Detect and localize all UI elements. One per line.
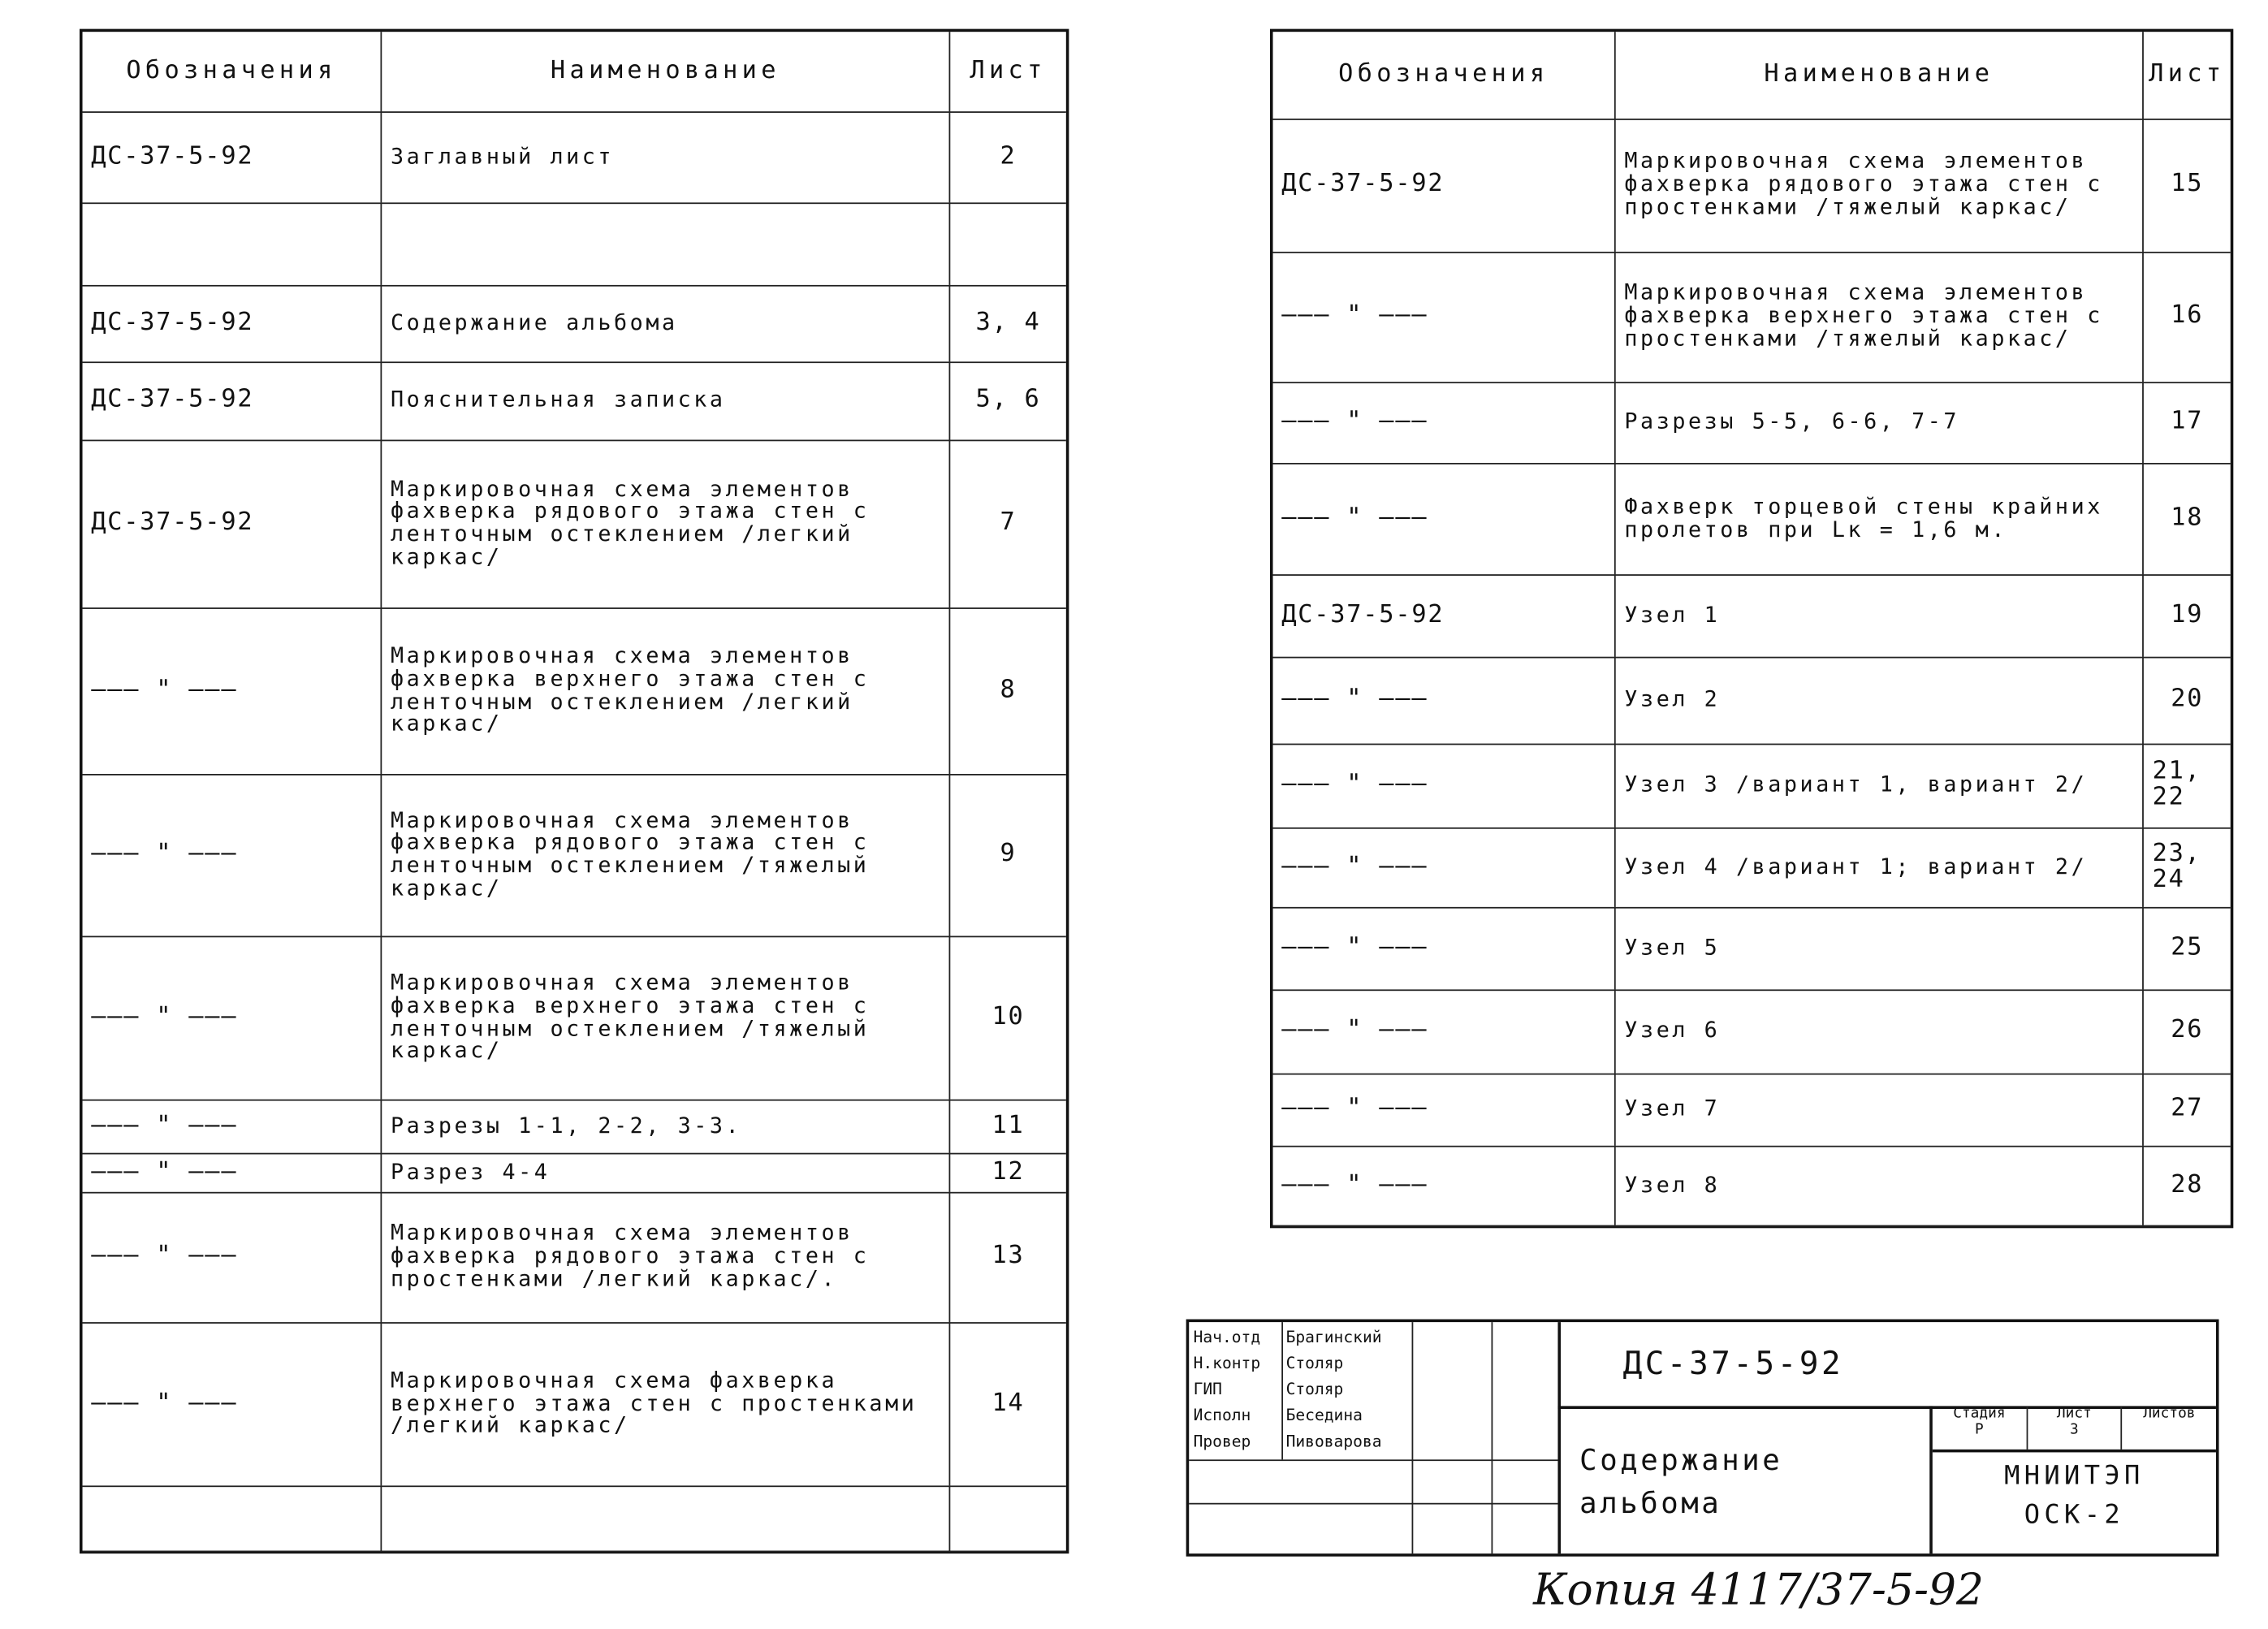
sheet-cell: 8 bbox=[1000, 675, 1017, 704]
table-row bbox=[83, 774, 1066, 937]
contents-table-left bbox=[80, 29, 1069, 1553]
name-cell: Разрезы 5-5, 6-6, 7-7 bbox=[1616, 382, 2144, 463]
sheet-label: Лист bbox=[2056, 1406, 2092, 1423]
person: Столяр bbox=[1285, 1380, 1344, 1399]
organization: МНИИТЭП bbox=[2004, 1461, 2145, 1492]
sheet-cell: 23, 24 bbox=[2152, 838, 2201, 893]
sheet-cell: 18 bbox=[2171, 503, 2204, 532]
sheet-cell: 12 bbox=[991, 1156, 1025, 1186]
handwritten-note: Копия 4117/37-5-92 bbox=[1533, 1565, 1985, 1616]
name-cell: Узел 8 bbox=[1616, 1146, 2144, 1225]
name-cell: Разрез 4-4 bbox=[382, 1153, 950, 1192]
name-cell: Маркировочная схема фахверка верхнего этажа стен с простенками /легкий каркас/ bbox=[382, 1322, 950, 1485]
header-sheet-cell: Лист bbox=[970, 55, 1047, 85]
table-row bbox=[83, 607, 1066, 776]
person: Столяр bbox=[1285, 1354, 1344, 1373]
signatures-column bbox=[1412, 1322, 1493, 1553]
table-row bbox=[1273, 463, 2231, 576]
designation-cell: ——— " ——— bbox=[83, 1100, 382, 1153]
designation-cell: ——— " ——— bbox=[1273, 657, 1616, 744]
table-row bbox=[1273, 1074, 2231, 1147]
designation-cell: ——— " ——— bbox=[1273, 1074, 1616, 1146]
name-cell: Узел 4 /вариант 1; вариант 2/ bbox=[1616, 827, 2144, 907]
table-row bbox=[1273, 382, 2231, 465]
name-cell: Маркировочная схема элементов фахверка верхнего этажа стен с ленточным остеклением /тяжелый каркас/ bbox=[382, 936, 950, 1100]
table-row bbox=[1273, 744, 2231, 829]
name-cell: Маркировочная схема элементов фахверка верхнего этажа стен с ленточным остеклением /легкий каркас/ bbox=[382, 607, 950, 774]
designation-cell: ДС-37-5-92 bbox=[83, 440, 382, 608]
title-block bbox=[1186, 1320, 2219, 1557]
table-row bbox=[1273, 989, 2231, 1074]
table-row bbox=[83, 1153, 1066, 1194]
table-row bbox=[1273, 574, 2231, 658]
table-row bbox=[1273, 119, 2231, 253]
sheet-cell: 14 bbox=[991, 1388, 1025, 1417]
designation-cell: ——— " ——— bbox=[1273, 989, 1616, 1073]
designation-cell: ——— " ——— bbox=[1273, 744, 1616, 827]
designation-cell bbox=[83, 202, 382, 285]
sheet-cell: 17 bbox=[2171, 406, 2204, 436]
table-row bbox=[1273, 827, 2231, 909]
header-designation-cell: Обозначения bbox=[1273, 32, 1616, 119]
designation-cell: ДС-37-5-92 bbox=[83, 361, 382, 439]
table-row bbox=[83, 285, 1066, 363]
name-cell: Маркировочная схема элементов фахверка рядового этажа стен с ленточным остеклением /тяжелый каркас/ bbox=[382, 774, 950, 936]
header-row bbox=[83, 32, 1066, 113]
sheet-cell: 11 bbox=[991, 1110, 1025, 1139]
table-row bbox=[83, 936, 1066, 1101]
sheet-cell: 13 bbox=[991, 1241, 1025, 1271]
name-cell: Маркировочная схема элементов фахверка верхнего этажа стен с простенками /тяжелый каркас/ bbox=[1616, 252, 2144, 382]
designation-cell: ——— " ——— bbox=[83, 607, 382, 774]
name-cell bbox=[382, 1485, 950, 1550]
sheet-cell: 20 bbox=[2171, 684, 2204, 714]
sheet-value: 3 bbox=[2070, 1422, 2079, 1438]
sheet-cell: 16 bbox=[2171, 300, 2204, 331]
person: Брагинский bbox=[1285, 1328, 1382, 1347]
name-cell: Маркировочная схема элементов фахверка рядового этажа стен с простенками /тяжелый каркас/ bbox=[1616, 119, 2144, 252]
name-cell: Разрезы 1-1, 2-2, 3-3. bbox=[382, 1100, 950, 1153]
roles-column bbox=[1189, 1322, 1283, 1459]
role: Нач.отд bbox=[1193, 1328, 1261, 1347]
table-row bbox=[1273, 1146, 2231, 1227]
name-cell: Узел 1 bbox=[1616, 574, 2144, 657]
designation-cell: ——— " ——— bbox=[1273, 1146, 1616, 1225]
designation-cell: ДС-37-5-92 bbox=[83, 111, 382, 202]
header-name-cell: Наименование bbox=[382, 32, 950, 111]
sheet-cell: 2 bbox=[1000, 140, 1017, 171]
sheet-cell: 9 bbox=[1000, 839, 1017, 868]
designation-cell: ДС-37-5-92 bbox=[83, 285, 382, 361]
designation-cell: ДС-37-5-92 bbox=[1273, 574, 1616, 657]
role: Провер bbox=[1193, 1432, 1251, 1451]
designation-cell: ——— " ——— bbox=[1273, 463, 1616, 574]
sheet-cell: 15 bbox=[2171, 169, 2204, 199]
designation-cell: ——— " ——— bbox=[1273, 252, 1616, 382]
designation-cell: ——— " ——— bbox=[83, 774, 382, 936]
designation-cell: ——— " ——— bbox=[83, 1192, 382, 1322]
name-cell: Узел 5 bbox=[1616, 907, 2144, 990]
department: ОСК-2 bbox=[2024, 1500, 2125, 1531]
role: Н.контр bbox=[1193, 1354, 1261, 1373]
role: Исполн bbox=[1193, 1406, 1251, 1425]
designation-cell: ——— " ——— bbox=[1273, 827, 1616, 907]
designation-cell: ДС-37-5-92 bbox=[1273, 119, 1616, 252]
document-code: ДС-37-5-92 bbox=[1557, 1322, 2215, 1409]
name-cell: Заглавный лист bbox=[382, 111, 950, 202]
person: Беседина bbox=[1285, 1406, 1363, 1425]
table-row bbox=[83, 202, 1066, 286]
sheet-cell: 10 bbox=[991, 1001, 1025, 1031]
name-cell bbox=[382, 202, 950, 285]
sheet-cell: 19 bbox=[2171, 599, 2204, 629]
header-sheet-cell: Лист bbox=[2149, 59, 2226, 89]
name-cell: Узел 7 bbox=[1616, 1074, 2144, 1146]
name-cell: Маркировочная схема элементов фахверка рядового этажа стен с ленточным остеклением /легкий каркас/ bbox=[382, 440, 950, 608]
sheet-cell: 27 bbox=[2171, 1093, 2204, 1123]
name-cell: Пояснительная записка bbox=[382, 361, 950, 439]
name-cell: Содержание альбома bbox=[382, 285, 950, 361]
table-row bbox=[83, 1100, 1066, 1155]
table-row bbox=[83, 1192, 1066, 1324]
people bbox=[1286, 1325, 1382, 1455]
sheet-cell: 7 bbox=[1000, 508, 1017, 538]
header-designation-cell: Обозначения bbox=[83, 32, 382, 111]
sheet-cell: 28 bbox=[2171, 1169, 2204, 1199]
stage-label: Стадия bbox=[1953, 1406, 2006, 1423]
designation-cell bbox=[83, 1485, 382, 1550]
table-row bbox=[1273, 252, 2231, 383]
table-row bbox=[1273, 657, 2231, 745]
sheet-cell bbox=[950, 202, 1066, 285]
name-cell: Узел 6 bbox=[1616, 989, 2144, 1073]
table-row bbox=[83, 1485, 1066, 1552]
table-row bbox=[83, 1322, 1066, 1487]
designation-cell: ——— " ——— bbox=[1273, 907, 1616, 990]
person: Пивоварова bbox=[1285, 1432, 1382, 1451]
sheet-cell bbox=[950, 1485, 1066, 1550]
table-row bbox=[1273, 907, 2231, 991]
header-row bbox=[1273, 32, 2231, 120]
sheets-label: Листов bbox=[2143, 1406, 2196, 1423]
sheet-cell: 26 bbox=[2171, 1015, 2204, 1045]
table-row bbox=[83, 440, 1066, 609]
name-cell: Маркировочная схема элементов фахверка рядового этажа стен с простенками /легкий каркас/. bbox=[382, 1192, 950, 1322]
sheet-cell: 5, 6 bbox=[975, 384, 1041, 414]
people-column bbox=[1281, 1322, 1413, 1553]
name-cell: Узел 3 /вариант 1, вариант 2/ bbox=[1616, 744, 2144, 827]
stage-value: Р bbox=[1975, 1422, 1984, 1438]
designation-cell: ——— " ——— bbox=[83, 936, 382, 1100]
name-cell: Узел 2 bbox=[1616, 657, 2144, 744]
table-row bbox=[83, 361, 1066, 441]
header-name-cell: Наименование bbox=[1616, 32, 2144, 119]
roles bbox=[1194, 1325, 1261, 1455]
designation-cell: ——— " ——— bbox=[83, 1322, 382, 1485]
signature-grid bbox=[1189, 1322, 1561, 1553]
table-row bbox=[83, 111, 1066, 204]
sheet-cell: 21, 22 bbox=[2152, 756, 2201, 812]
name-cell: Фахверк торцевой стены крайних пролетов при Lк = 1,6 м. bbox=[1616, 463, 2144, 574]
document-title: Содержание альбома bbox=[1579, 1441, 1783, 1521]
sheet-cell: 25 bbox=[2171, 932, 2204, 961]
role: ГИП bbox=[1193, 1380, 1222, 1399]
sheet-cell: 3, 4 bbox=[975, 307, 1041, 337]
contents-table-right bbox=[1270, 29, 2233, 1229]
designation-cell: ——— " ——— bbox=[1273, 382, 1616, 463]
stage-block bbox=[1929, 1406, 2216, 1553]
designation-cell: ——— " ——— bbox=[83, 1153, 382, 1192]
